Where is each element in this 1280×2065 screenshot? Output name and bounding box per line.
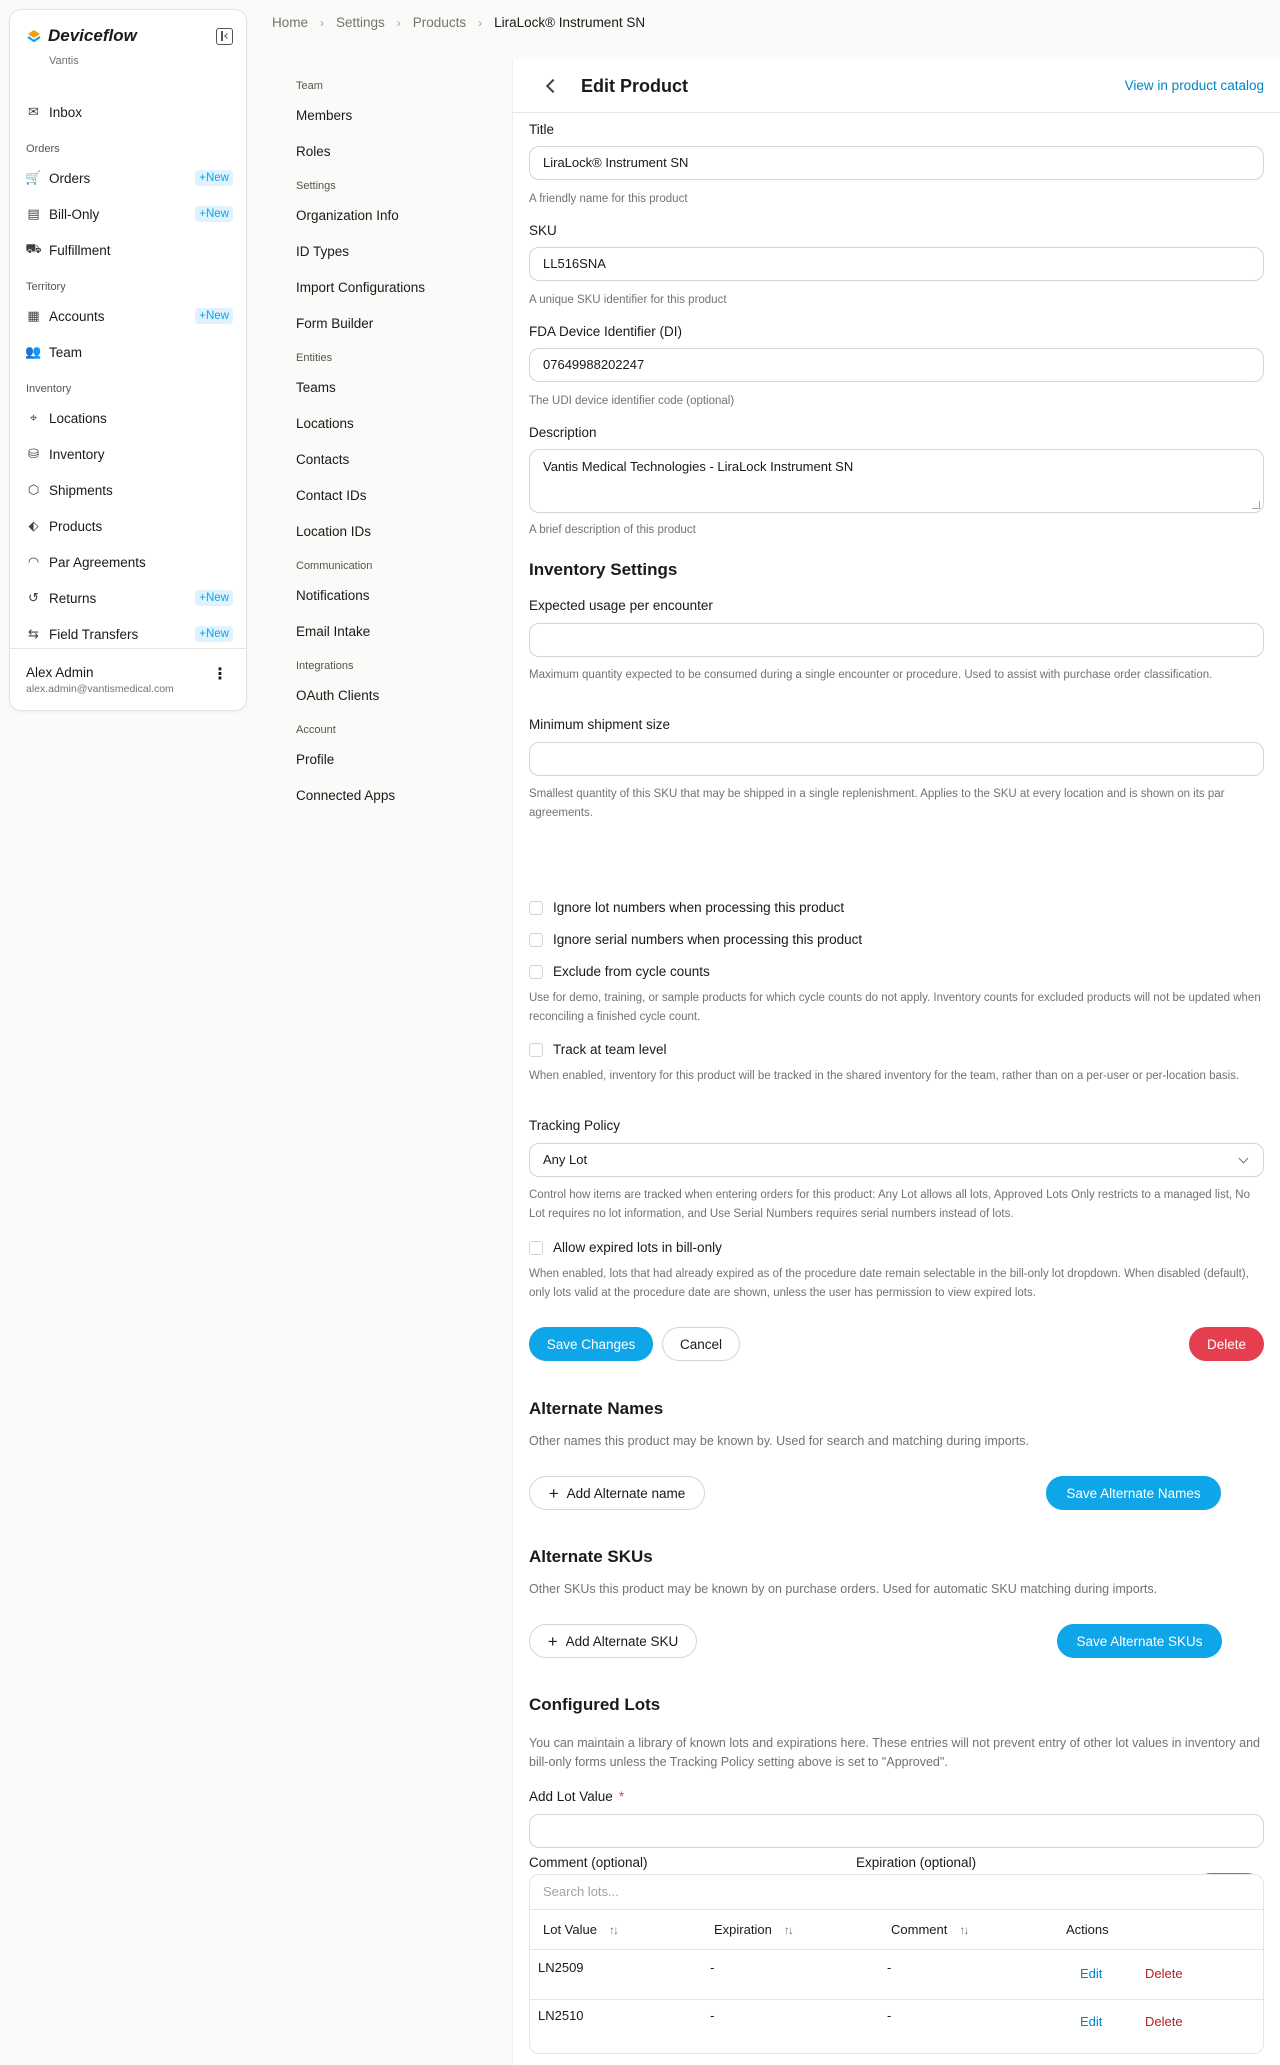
sku-help: A unique SKU identifier for this product	[529, 294, 727, 306]
ignore-lot-row[interactable]	[529, 900, 844, 915]
new-badge-label: New	[205, 310, 229, 322]
ignore-serial-row[interactable]	[529, 932, 862, 947]
settings-item-email-intake[interactable]: Email Intake	[296, 624, 371, 639]
new-bill-only-button[interactable]	[195, 206, 233, 222]
breadcrumb-products[interactable]: Products	[412, 15, 467, 30]
add-alternate-sku-button[interactable]	[529, 1624, 697, 1658]
settings-item-locations[interactable]: Locations	[296, 416, 354, 431]
lot-value-cell: LN2509	[538, 1960, 584, 1975]
breadcrumb-settings[interactable]: Settings	[336, 15, 385, 30]
user-menu[interactable]	[10, 648, 246, 710]
sku-input[interactable]: LL516SNA	[529, 247, 1264, 281]
chevron-right-icon: ›	[320, 15, 325, 30]
sidebar	[9, 9, 247, 711]
track-team-checkbox[interactable]	[529, 1043, 543, 1057]
title-input[interactable]: LiraLock® Instrument SN	[529, 146, 1264, 180]
usage-label: Expected usage per encounter	[529, 598, 713, 613]
back-chevron-icon[interactable]	[541, 76, 561, 96]
min-shipment-help: Smallest quantity of this SKU that may be shipped in a single replenishment. Applies to the SKU at every location and is shown on its par agreements.	[529, 788, 1225, 819]
ignore-lot-checkbox[interactable]	[529, 901, 543, 915]
title-help: A friendly name for this product	[529, 193, 688, 205]
sidebar-section-orders: Orders	[26, 143, 60, 155]
description-help: A brief description of this product	[529, 524, 696, 536]
sidebar-item-field-transfers[interactable]	[10, 616, 246, 652]
sidebar-item-par-agreements[interactable]	[10, 544, 246, 580]
add-lot-value-label	[529, 1789, 624, 1804]
edit-lot-button[interactable]: Edit	[1080, 2014, 1103, 2029]
sidebar-item-label: Shipments	[49, 482, 113, 498]
building-icon: ▦	[27, 308, 40, 323]
sidebar-item-inventory[interactable]	[10, 436, 246, 472]
description-value: Vantis Medical Technologies - LiraLock Instrument SN	[543, 459, 854, 474]
chevron-right-icon: ›	[396, 15, 401, 30]
lot-value-cell: LN2510	[538, 2008, 584, 2023]
di-input[interactable]: 07649988202247	[529, 348, 1264, 382]
settings-item-form-builder[interactable]: Form Builder	[296, 316, 374, 331]
plus-icon: +	[199, 172, 206, 184]
expiration-label: Expiration (optional)	[856, 1855, 977, 1870]
inbox-icon: ✉	[28, 104, 39, 119]
new-badge-label: New	[205, 628, 229, 640]
inventory-settings-title: Inventory Settings	[529, 560, 678, 579]
track-team-row[interactable]	[529, 1042, 667, 1057]
expiration-cell: -	[710, 1960, 715, 1975]
settings-section-settings: Settings	[296, 180, 336, 192]
sidebar-item-label: Fulfillment	[49, 242, 111, 258]
sidebar-nav	[10, 94, 246, 652]
brand-org: Vantis	[49, 55, 79, 67]
chevron-right-icon: ›	[478, 15, 483, 30]
track-team-help: When enabled, inventory for this product will be tracked in the shared inventory for the team, rather than on a per-user or per-location basis.	[529, 1070, 1240, 1082]
delete-lot-button[interactable]: Delete	[1145, 1966, 1183, 1981]
table-row	[530, 1950, 1263, 2000]
view-catalog-link[interactable]: View in product catalog	[1124, 78, 1264, 93]
lot-value-input[interactable]	[529, 1814, 1264, 1848]
gauge-icon: ◠	[27, 554, 40, 569]
settings-item-location-ids[interactable]: Location IDs	[296, 524, 372, 539]
delete-lot-button[interactable]: Delete	[1145, 2014, 1183, 2029]
sort-icon[interactable]: ↑↓	[783, 1922, 792, 1937]
map-pin-icon: ⌖	[29, 410, 38, 425]
sidebar-item-label: Products	[49, 518, 103, 534]
di-label: FDA Device Identifier (DI)	[529, 324, 683, 339]
page-title: Edit Product	[581, 76, 688, 96]
transfer-icon: ⇆	[28, 626, 39, 641]
sidebar-item-label: Inbox	[49, 104, 83, 120]
exclude-cycle-checkbox[interactable]	[529, 965, 543, 979]
lots-table	[529, 1874, 1264, 2054]
settings-section-entities: Entities	[296, 352, 333, 364]
cart-icon: 🛒	[25, 170, 42, 185]
more-vertical-icon[interactable]: ⋮	[212, 666, 228, 683]
plus-icon: +	[199, 208, 206, 220]
truck-icon: ⛟	[25, 241, 42, 256]
settings-item-profile[interactable]: Profile	[296, 752, 335, 767]
sidebar-section-inventory: Inventory	[26, 383, 72, 395]
settings-item-members[interactable]: Members	[296, 108, 353, 123]
sidebar-item-label: Accounts	[49, 308, 105, 324]
allow-expired-help: When enabled, lots that had already expired as of the procedure date remain selectable in the bill-only lot dropdown. When disabled (default), only lots valid at the procedure date are shown, unless the user has permission to view expired lots.	[529, 1268, 1249, 1299]
deviceflow-logo-icon	[26, 28, 42, 44]
sidebar-item-shipments[interactable]	[10, 472, 246, 508]
table-header-row	[530, 1910, 1263, 1950]
tracking-policy-label: Tracking Policy	[529, 1118, 621, 1133]
exclude-cycle-help: Use for demo, training, or sample products for which cycle counts do not apply. Inventory counts for excluded products will not be updated when reconciling a finished cycle count.	[529, 992, 1261, 1023]
settings-nav	[296, 70, 496, 814]
plus-icon: +	[199, 592, 206, 604]
plus-icon: +	[199, 628, 206, 640]
new-badge-label: New	[205, 592, 229, 604]
sidebar-item-label: Orders	[49, 170, 91, 186]
plus-icon: +	[547, 1631, 558, 1651]
ignore-serial-checkbox[interactable]	[529, 933, 543, 947]
panel-header	[513, 59, 1280, 113]
brand[interactable]	[26, 26, 137, 46]
save-changes-button[interactable]: Save Changes	[529, 1327, 653, 1361]
configured-lots-help: You can maintain a library of known lots and expirations here. These entries will not prevent entry of other lot values in inventory and bill-only forms unless the Tracking Policy setting above is set to "Approved".	[529, 1736, 1260, 1769]
usage-help: Maximum quantity expected to be consumed during a single encounter or procedure. Used to assist with purchase order classification.	[529, 669, 1213, 681]
cancel-button[interactable]: Cancel	[662, 1327, 740, 1361]
ignore-serial-label: Ignore serial numbers when processing this product	[553, 932, 863, 947]
settings-item-notifications[interactable]: Notifications	[296, 588, 370, 603]
new-orders-button[interactable]	[195, 170, 233, 186]
sidebar-item-locations[interactable]	[10, 400, 246, 436]
description-textarea[interactable]	[529, 449, 1264, 513]
edit-product-panel	[512, 59, 1280, 2065]
settings-section-account: Account	[296, 724, 336, 736]
settings-section-communication: Communication	[296, 560, 373, 572]
rotate-icon: ↺	[28, 590, 39, 605]
settings-item-connected-apps[interactable]: Connected Apps	[296, 788, 396, 803]
alternate-skus-help: Other SKUs this product may be known by on purchase orders. Used for automatic SKU matching during imports.	[529, 1582, 1158, 1596]
breadcrumb-home[interactable]: Home	[272, 15, 309, 30]
sidebar-item-fulfillment[interactable]	[10, 232, 246, 268]
chevron-down-icon	[1239, 1154, 1249, 1164]
add-lot-value-text: Add Lot Value	[529, 1789, 613, 1804]
add-alternate-name-label: Add Alternate name	[566, 1485, 686, 1501]
sidebar-item-label: Field Transfers	[49, 626, 139, 642]
sidebar-item-label: Par Agreements	[49, 554, 146, 570]
min-shipment-label: Minimum shipment size	[529, 717, 671, 732]
usage-input[interactable]	[529, 623, 1264, 657]
brand-name: Deviceflow	[48, 26, 137, 45]
users-icon: 👥	[25, 344, 42, 359]
tag-icon: ⬖	[28, 518, 39, 533]
settings-item-oauth-clients[interactable]: OAuth Clients	[296, 688, 380, 703]
sidebar-item-label: Team	[49, 344, 83, 360]
track-team-label: Track at team level	[553, 1042, 667, 1057]
add-alternate-sku-label: Add Alternate SKU	[565, 1633, 679, 1649]
exclude-cycle-label: Exclude from cycle counts	[553, 964, 710, 979]
sidebar-item-returns[interactable]	[10, 580, 246, 616]
delete-product-button[interactable]: Delete	[1189, 1327, 1264, 1361]
lots-search-input[interactable]: Search lots...	[530, 1875, 1263, 1910]
settings-section-team: Team	[296, 80, 323, 92]
settings-item-id-types[interactable]: ID Types	[296, 244, 350, 259]
sidebar-item-products[interactable]	[10, 508, 246, 544]
sidebar-item-label: Bill-Only	[49, 206, 100, 222]
sidebar-item-orders[interactable]	[10, 160, 246, 196]
plus-icon: +	[548, 1483, 559, 1503]
col-actions: Actions	[1066, 1922, 1109, 1937]
breadcrumb	[272, 15, 645, 30]
alternate-skus-title: Alternate SKUs	[529, 1547, 653, 1566]
new-field-transfers-button[interactable]	[195, 626, 233, 642]
settings-item-roles[interactable]: Roles	[296, 144, 331, 159]
settings-item-import-configurations[interactable]: Import Configurations	[296, 280, 426, 295]
resize-grip-icon[interactable]	[1252, 501, 1260, 509]
settings-item-contact-ids[interactable]: Contact IDs	[296, 488, 367, 503]
alternate-names-help: Other names this product may be known by. Used for search and matching during imports.	[529, 1434, 1030, 1448]
sidebar-item-accounts[interactable]	[10, 298, 246, 334]
tracking-policy-help: Control how items are tracked when entering orders for this product: Any Lot allows all lots, Approved Lots Only restricts to a managed list, No Lot requires no lot information, and Use Serial Numbers requires serial numbers instead of lots.	[529, 1189, 1251, 1220]
receipt-icon: ▤	[27, 206, 40, 221]
description-label: Description	[529, 425, 597, 440]
new-accounts-button[interactable]	[195, 308, 233, 324]
sidebar-item-bill-only[interactable]	[10, 196, 246, 232]
user-email: alex.admin@vantismedical.com	[26, 683, 174, 695]
configured-lots-title: Configured Lots	[529, 1695, 661, 1714]
user-name: Alex Admin	[26, 665, 94, 680]
settings-item-teams[interactable]: Teams	[296, 380, 336, 395]
sidebar-section-territory: Territory	[26, 281, 66, 293]
required-mark: *	[618, 1789, 625, 1804]
di-help: The UDI device identifier code (optional)	[529, 395, 735, 407]
sidebar-item-team[interactable]	[10, 334, 246, 370]
sidebar-collapse-icon[interactable]	[216, 28, 233, 45]
new-badge-label: New	[205, 208, 229, 220]
breadcrumb-liralock-instrument-sn: LiraLock® Instrument SN	[494, 15, 646, 30]
alternate-names-title: Alternate Names	[529, 1399, 664, 1418]
sidebar-item-label: Returns	[49, 590, 97, 606]
exclude-cycle-row[interactable]	[529, 964, 710, 979]
allow-expired-checkbox[interactable]	[529, 1241, 543, 1255]
new-badge-label: New	[205, 172, 229, 184]
col-expiration[interactable]: Expiration ↑↓	[714, 1922, 792, 1937]
expiration-cell: -	[710, 2008, 715, 2023]
comment-cell: -	[887, 2008, 892, 2023]
save-alternate-names-button[interactable]: Save Alternate Names	[1046, 1476, 1221, 1510]
sort-icon[interactable]: ↑↓	[608, 1922, 617, 1937]
min-shipment-input[interactable]	[529, 742, 1264, 776]
settings-section-integrations: Integrations	[296, 660, 354, 672]
tracking-policy-select[interactable]	[529, 1143, 1264, 1177]
table-row	[530, 2000, 1263, 2050]
settings-item-contacts[interactable]: Contacts	[296, 452, 350, 467]
sku-label: SKU	[529, 223, 557, 238]
comment-label: Comment (optional)	[529, 1855, 648, 1870]
comment-cell: -	[887, 1960, 892, 1975]
sort-icon[interactable]: ↑↓	[959, 1922, 968, 1937]
package-icon: ⬡	[27, 482, 40, 497]
sidebar-item-inbox[interactable]	[10, 94, 246, 130]
allow-expired-label: Allow expired lots in bill-only	[553, 1240, 722, 1255]
sidebar-item-label: Inventory	[49, 446, 105, 462]
boxes-icon: ⛁	[28, 446, 39, 461]
title-label: Title	[529, 122, 555, 137]
sidebar-item-label: Locations	[49, 410, 107, 426]
save-alternate-skus-button[interactable]: Save Alternate SKUs	[1057, 1624, 1222, 1658]
add-alternate-name-button[interactable]	[529, 1476, 705, 1510]
allow-expired-row[interactable]	[529, 1240, 722, 1255]
settings-item-organization-info[interactable]: Organization Info	[296, 208, 399, 223]
plus-icon: +	[199, 310, 206, 322]
ignore-lot-label: Ignore lot numbers when processing this product	[553, 900, 845, 915]
tracking-policy-value: Any Lot	[543, 1152, 588, 1167]
new-returns-button[interactable]	[195, 590, 233, 606]
edit-lot-button[interactable]: Edit	[1080, 1966, 1103, 1981]
col-comment[interactable]: Comment ↑↓	[891, 1922, 968, 1937]
col-lot-value[interactable]: Lot Value ↑↓	[543, 1922, 617, 1937]
